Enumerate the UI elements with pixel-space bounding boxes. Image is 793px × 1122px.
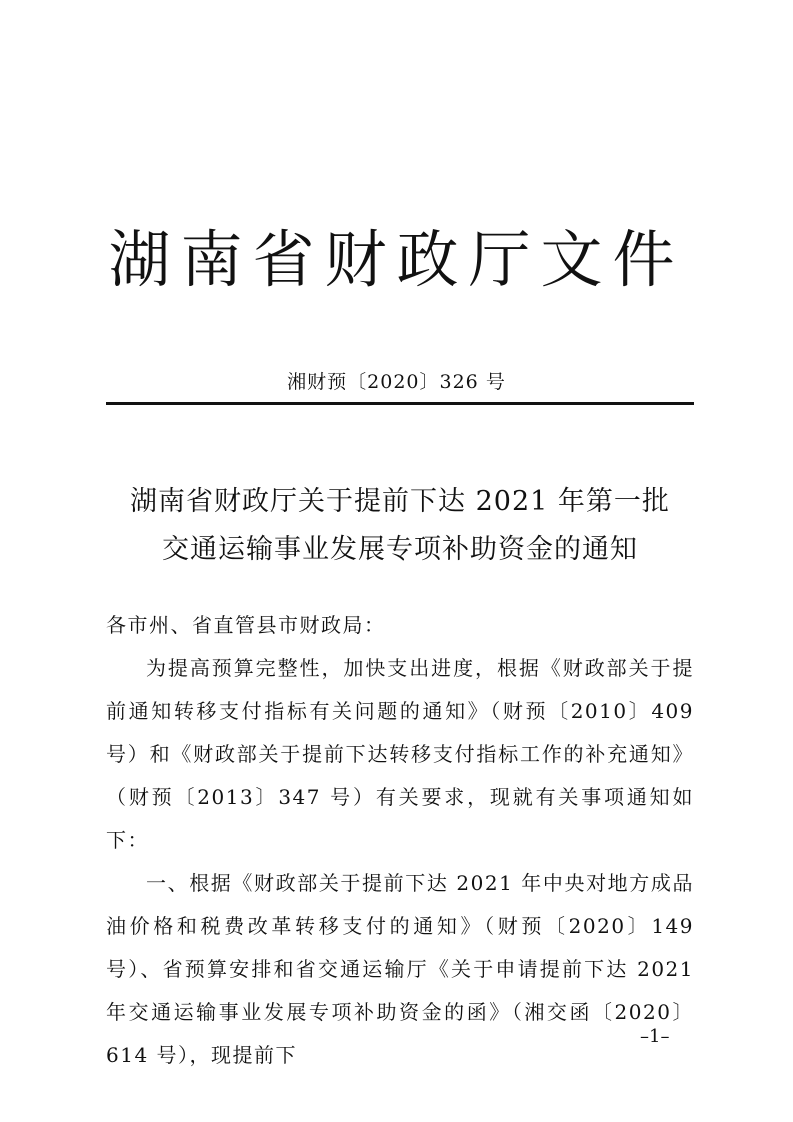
page-number: –1– — [640, 1026, 670, 1047]
salutation: 各市州、省直管县市财政局： — [106, 613, 386, 637]
document-number: 湘财预〔2020〕326 号 — [287, 371, 506, 393]
document-title-line-2: 交通运输事业发展专项补助资金的通知 — [162, 534, 638, 565]
body-paragraph-1: 为提高预算完整性，加快支出进度，根据《财政部关于提前通知转移支付指标有关问题的通知》（财预〔2010〕409 号）和《财政部关于提前下达转移支付指标工作的补充通知》（财预〔2013〕347 号）有关要求，现就有关事项通知如下： — [106, 656, 694, 852]
document-title — [106, 478, 694, 574]
body-paragraph-2: 一、根据《财政部关于提前下达 2021 年中央对地方成品油价格和税费改革转移支付的通知》（财预〔2020〕149 号）、省预算安排和省交通运输厅《关于申请提前下达 2021 年交通运输事业发展专项补助资金的函》（湘交函〔2020〕614 号），现提前下 — [106, 871, 694, 1067]
document-title-line-1: 湖南省财政厅关于提前下达 2021 年第一批 — [130, 486, 670, 517]
document-body — [106, 604, 694, 1077]
header-divider — [106, 402, 694, 405]
issuer-header-title: 湖南省财政厅文件 — [108, 223, 685, 296]
